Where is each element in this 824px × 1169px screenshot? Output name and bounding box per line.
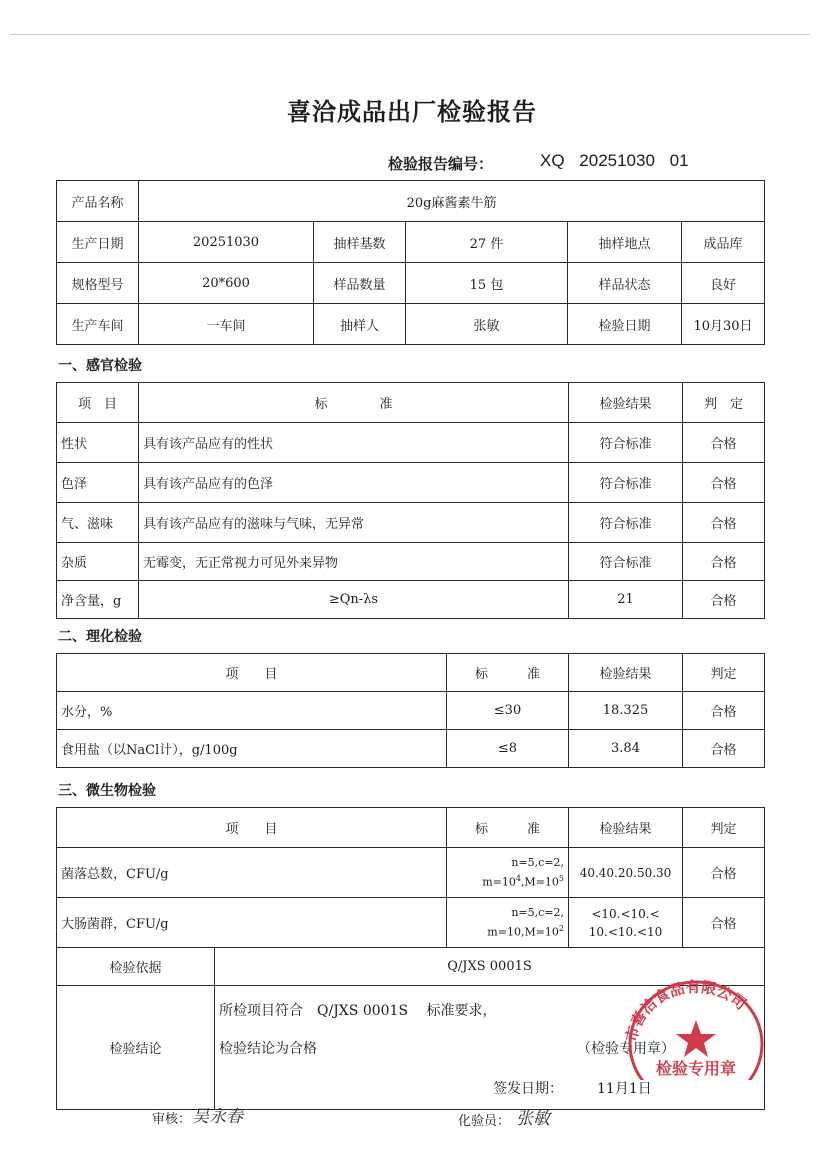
seal-note: （检验专用章） (577, 1041, 675, 1057)
row-verdict: 合格 (683, 730, 765, 768)
sample-qty-value: 15 包 (406, 263, 568, 304)
sample-site-label: 抽样地点 (568, 222, 682, 263)
seal-bottom-text: 检验专用章 (655, 1059, 737, 1078)
physchem-header-verdict: 判定 (683, 654, 765, 692)
micro-section-title: 三、微生物检验 (58, 783, 156, 799)
row-standard: 具有该产品应有的色泽 (139, 463, 569, 503)
sensory-header-standard: 标 准 (139, 383, 569, 423)
sensory-table (56, 382, 765, 619)
std-m: m=10,M=10 (487, 925, 559, 939)
std-m-exp: 4 (515, 873, 521, 883)
row-verdict: 合格 (683, 581, 765, 619)
conclusion-line2: 检验结论为合格 (219, 1041, 317, 1057)
sample-state-label: 样品状态 (568, 263, 682, 304)
row-standard (447, 898, 569, 948)
row-item: 菌落总数，CFU/g (57, 848, 447, 898)
row-verdict: 合格 (683, 423, 765, 463)
product-name-label: 产品名称 (57, 181, 139, 222)
row-standard: 具有该产品应有的滋味与气味，无异常 (139, 503, 569, 543)
sensory-header-verdict: 判 定 (683, 383, 765, 423)
std-M-exp: 2 (558, 923, 565, 933)
row-result: 符合标准 (569, 423, 683, 463)
micro-header-standard: 标 准 (447, 808, 569, 848)
sample-state-value: 良好 (682, 263, 765, 304)
std-m: m=10 (482, 875, 516, 889)
row-result: 符合标准 (569, 503, 683, 543)
basis-label: 检验依据 (57, 948, 215, 986)
row-item: 性状 (57, 423, 139, 463)
report-number-value: XQ 20251030 01 (540, 151, 689, 170)
tester-signature: 张敏 (516, 1109, 550, 1129)
workshop-label: 生产车间 (57, 304, 139, 345)
std-M: ,M=10 (520, 875, 559, 889)
micro-header-item: 项 目 (57, 808, 447, 848)
row-result: 21 (569, 581, 683, 619)
table-row (57, 692, 765, 730)
result-line1: <10.<10.< (591, 906, 660, 921)
table-row (57, 730, 765, 768)
row-result (569, 898, 683, 948)
row-standard: ≤30 (447, 692, 569, 730)
row-standard: ≥Qn-λs (139, 581, 569, 619)
conclusion-line1: 所检项目符合 Q/JXS 0001S 标准要求， (219, 1003, 497, 1019)
seal-ring-text: 市喜洽食品有限公司 (622, 977, 750, 1044)
row-item: 色泽 (57, 463, 139, 503)
issue-date-value: 11月1日 (597, 1081, 652, 1097)
micro-header-verdict: 判定 (683, 808, 765, 848)
tester-label: 化验员： (458, 1114, 511, 1129)
physchem-section-title: 二、理化检验 (58, 629, 142, 645)
row-item: 食用盐（以NaCl计），g/100g (57, 730, 447, 768)
spec-value: 20*600 (139, 263, 314, 304)
scan-edge-line (10, 34, 810, 35)
sensory-header-item: 项 目 (57, 383, 139, 423)
row-result: 符合标准 (569, 543, 683, 581)
row-standard: ≤8 (447, 730, 569, 768)
spec-label: 规格型号 (57, 263, 139, 304)
table-row (57, 423, 765, 463)
workshop-value: 一车间 (139, 304, 314, 345)
micro-header-result: 检验结果 (569, 808, 683, 848)
table-row (57, 898, 765, 948)
row-verdict: 合格 (683, 898, 765, 948)
row-result: 符合标准 (569, 463, 683, 503)
basis-value: Q/JXS 0001S (215, 948, 765, 986)
row-item: 大肠菌群，CFU/g (57, 898, 447, 948)
physchem-header-item: 项 目 (57, 654, 447, 692)
result-line2: 10.<10.<10 (588, 924, 663, 939)
issue-date-label: 签发日期： (493, 1081, 563, 1097)
report-title: 喜洽成品出厂检验报告 (287, 98, 537, 126)
inspection-seal-stamp (612, 970, 772, 1080)
sampler-label: 抽样人 (314, 304, 406, 345)
sample-base-value: 27 件 (406, 222, 568, 263)
std-line2 (451, 921, 564, 941)
report-number-label: 检验报告编号： (388, 155, 494, 173)
reviewer-label: 审核： (152, 1112, 192, 1127)
sample-site-value: 成品库 (682, 222, 765, 263)
sensory-section-title: 一、感官检验 (58, 358, 142, 374)
prod-date-label: 生产日期 (57, 222, 139, 263)
table-row (57, 503, 765, 543)
table-row (57, 543, 765, 581)
row-verdict: 合格 (683, 543, 765, 581)
row-item: 气、滋味 (57, 503, 139, 543)
conclusion-label: 检验结论 (57, 986, 215, 1110)
row-item: 净含量，g (57, 581, 139, 619)
row-verdict: 合格 (683, 692, 765, 730)
table-row (57, 848, 765, 898)
test-date-label: 检验日期 (568, 304, 682, 345)
std-line2 (451, 871, 564, 891)
product-name-value: 20g麻酱素牛筋 (139, 181, 765, 222)
physchem-table (56, 653, 765, 768)
row-item: 水分，% (57, 692, 447, 730)
std-line1: n=5,c=2, (511, 905, 565, 919)
row-result: 18.325 (569, 692, 683, 730)
seal-star-icon (676, 1020, 716, 1057)
std-M-exp: 5 (558, 873, 565, 883)
sensory-header-result: 检验结果 (569, 383, 683, 423)
physchem-header-standard: 标 准 (447, 654, 569, 692)
row-result: 3.84 (569, 730, 683, 768)
row-standard: 无霉变，无正常视力可见外来异物 (139, 543, 569, 581)
row-verdict: 合格 (683, 503, 765, 543)
row-verdict: 合格 (683, 848, 765, 898)
table-row (57, 581, 765, 619)
prod-date-value: 20251030 (139, 222, 314, 263)
row-item: 杂质 (57, 543, 139, 581)
row-standard (447, 848, 569, 898)
sample-base-label: 抽样基数 (314, 222, 406, 263)
reviewer-signature: 吴永春 (192, 1107, 243, 1127)
row-standard: 具有该产品应有的性状 (139, 423, 569, 463)
row-verdict: 合格 (683, 463, 765, 503)
product-info-table (56, 180, 765, 345)
test-date-value: 10月30日 (682, 304, 765, 345)
table-row (57, 463, 765, 503)
sample-qty-label: 样品数量 (314, 263, 406, 304)
std-line1: n=5,c=2, (511, 855, 565, 869)
physchem-header-result: 检验结果 (569, 654, 683, 692)
row-result: 40.40.20.50.30 (569, 848, 683, 898)
sampler-value: 张敏 (406, 304, 568, 345)
